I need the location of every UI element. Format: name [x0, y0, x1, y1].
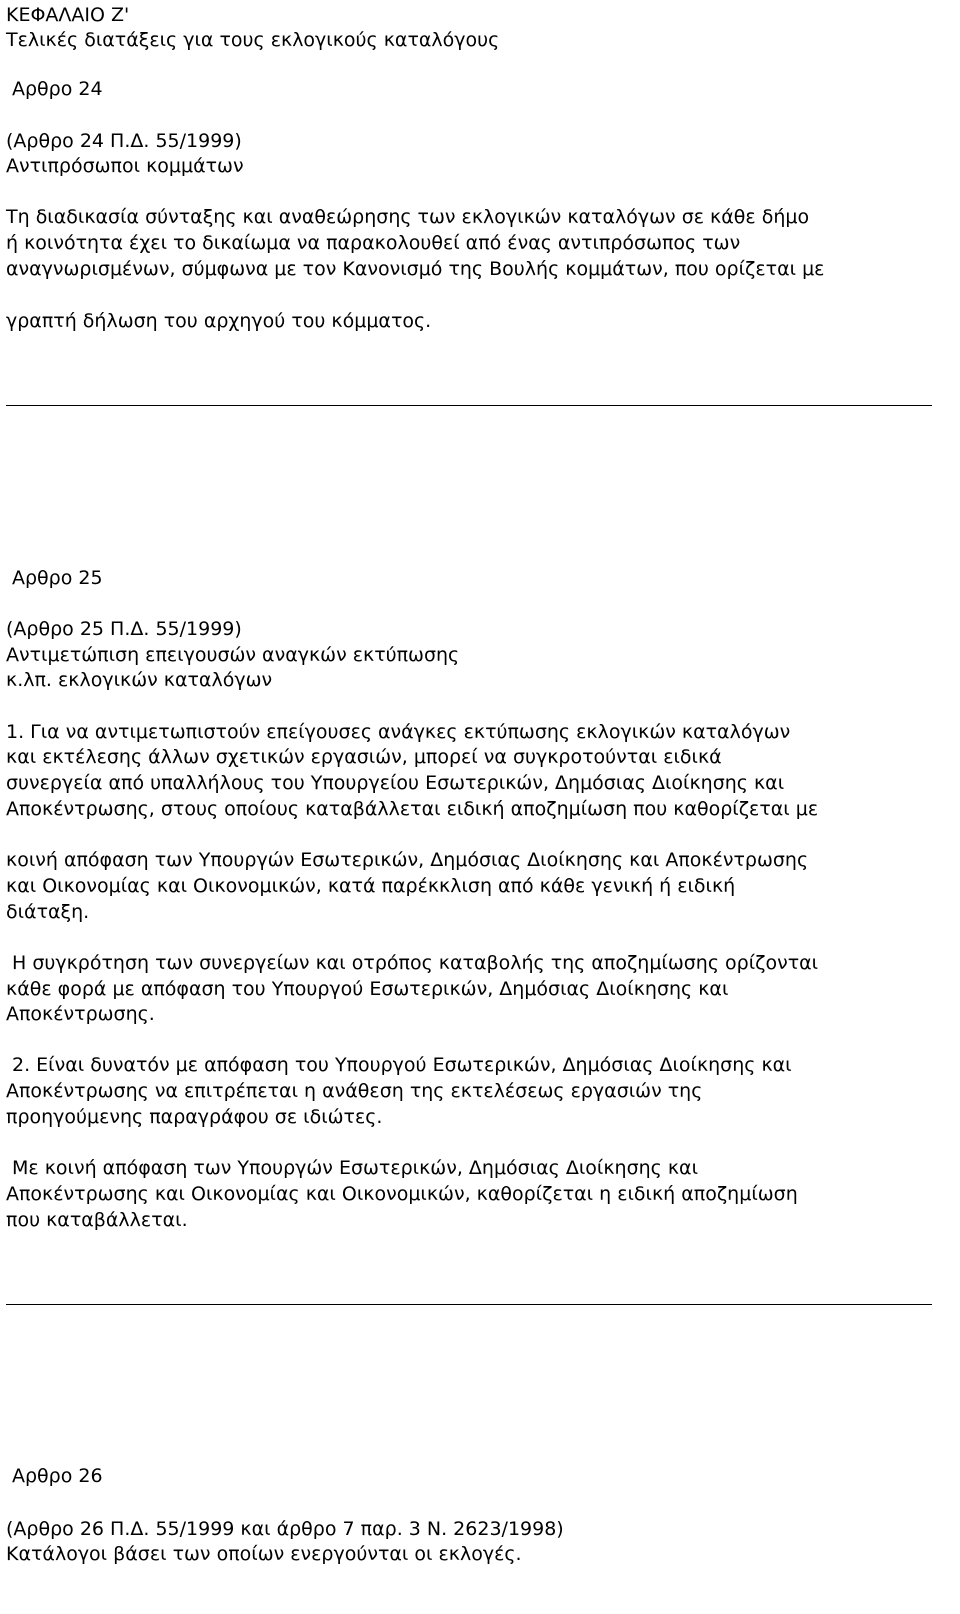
section-divider	[6, 405, 932, 406]
chapter-heading: ΚΕΦΑΛΑΙΟ Ζ'	[6, 4, 130, 26]
article-25-para3-line: 2. Είναι δυνατόν με απόφαση του Υπουργού Εσωτερικών, Δημόσιας Διοίκησης και	[12, 1054, 792, 1076]
article-24-body-line: ή κοινότητα έχει το δικαίωμα να παρακολουθεί από ένας αντιπρόσωπος των	[6, 232, 741, 254]
section-divider	[6, 1304, 932, 1305]
article-25-para3-line: Αποκέντρωσης να επιτρέπεται η ανάθεση της εκτελέσεως εργασιών της	[6, 1080, 703, 1102]
article-25-para1-line: Αποκέντρωσης, στους οποίους καταβάλλεται ειδική αποζημίωση που καθορίζεται με	[6, 798, 819, 820]
article-25-para3-line: προηγούμενης παραγράφου σε ιδιώτες.	[6, 1106, 383, 1128]
article-25-para2-line: κάθε φορά με απόφαση του Υπουργού Εσωτερικών, Δημόσιας Διοίκησης και	[6, 978, 729, 1000]
article-24-body-line: αναγνωρισμένων, σύμφωνα με τον Κανονισμό της Βουλής κομμάτων, που ορίζεται με	[6, 258, 825, 280]
article-25-para4-line: που καταβάλλεται.	[6, 1209, 188, 1231]
article-24-number: Αρθρο 24	[12, 78, 103, 100]
article-25-para1-line: κοινή απόφαση των Υπουργών Εσωτερικών, Δημόσιας Διοίκησης και Αποκέντρωσης	[6, 849, 809, 871]
article-25-para2-line: Αποκέντρωσης.	[6, 1003, 155, 1025]
article-24-body-line: γραπτή δήλωση του αρχηγού του κόμματος.	[6, 310, 432, 332]
article-25-title-line: κ.λπ. εκλογικών καταλόγων	[6, 669, 273, 691]
article-25-para1-line: διάταξη.	[6, 901, 90, 923]
article-26-reference: (Αρθρο 26 Π.Δ. 55/1999 και άρθρο 7 παρ. 3 Ν. 2623/1998)	[6, 1518, 564, 1540]
article-24-reference: (Αρθρο 24 Π.Δ. 55/1999)	[6, 130, 242, 152]
article-26-title: Κατάλογοι βάσει των οποίων ενεργούνται οι εκλογές.	[6, 1543, 522, 1565]
article-25-para1-line: και εκτέλεσης άλλων σχετικών εργασιών, μπορεί να συγκροτούνται ειδικά	[6, 746, 722, 768]
article-24-body-line: Τη διαδικασία σύνταξης και αναθεώρησης των εκλογικών καταλόγων σε κάθε δήμο	[6, 206, 810, 228]
article-25-para2-line: Η συγκρότηση των συνεργείων και οτρόπος καταβολής της αποζημίωσης ορίζονται	[12, 952, 819, 974]
article-25-title-line: Αντιμετώπιση επειγουσών αναγκών εκτύπωσης	[6, 644, 460, 666]
chapter-title: Τελικές διατάξεις για τους εκλογικούς καταλόγους	[6, 29, 500, 51]
article-25-para4-line: Με κοινή απόφαση των Υπουργών Εσωτερικών, Δημόσιας Διοίκησης και	[12, 1157, 698, 1179]
article-25-para1-line: και Οικονομίας και Οικονομικών, κατά παρέκκλιση από κάθε γενική ή ειδική	[6, 875, 736, 897]
article-25-para1-line: 1. Για να αντιμετωπιστούν επείγουσες ανάγκες εκτύπωσης εκλογικών καταλόγων	[6, 721, 791, 743]
article-25-para4-line: Αποκέντρωσης και Οικονομίας και Οικονομικών, καθορίζεται η ειδική αποζημίωση	[6, 1183, 798, 1205]
article-25-reference: (Αρθρο 25 Π.Δ. 55/1999)	[6, 618, 242, 640]
article-26-number: Αρθρο 26	[12, 1465, 103, 1487]
article-25-para1-line: συνεργεία από υπαλλήλους του Υπουργείου Εσωτερικών, Δημόσιας Διοίκησης και	[6, 772, 785, 794]
article-25-number: Αρθρο 25	[12, 567, 103, 589]
article-24-title: Αντιπρόσωποι κομμάτων	[6, 155, 244, 177]
